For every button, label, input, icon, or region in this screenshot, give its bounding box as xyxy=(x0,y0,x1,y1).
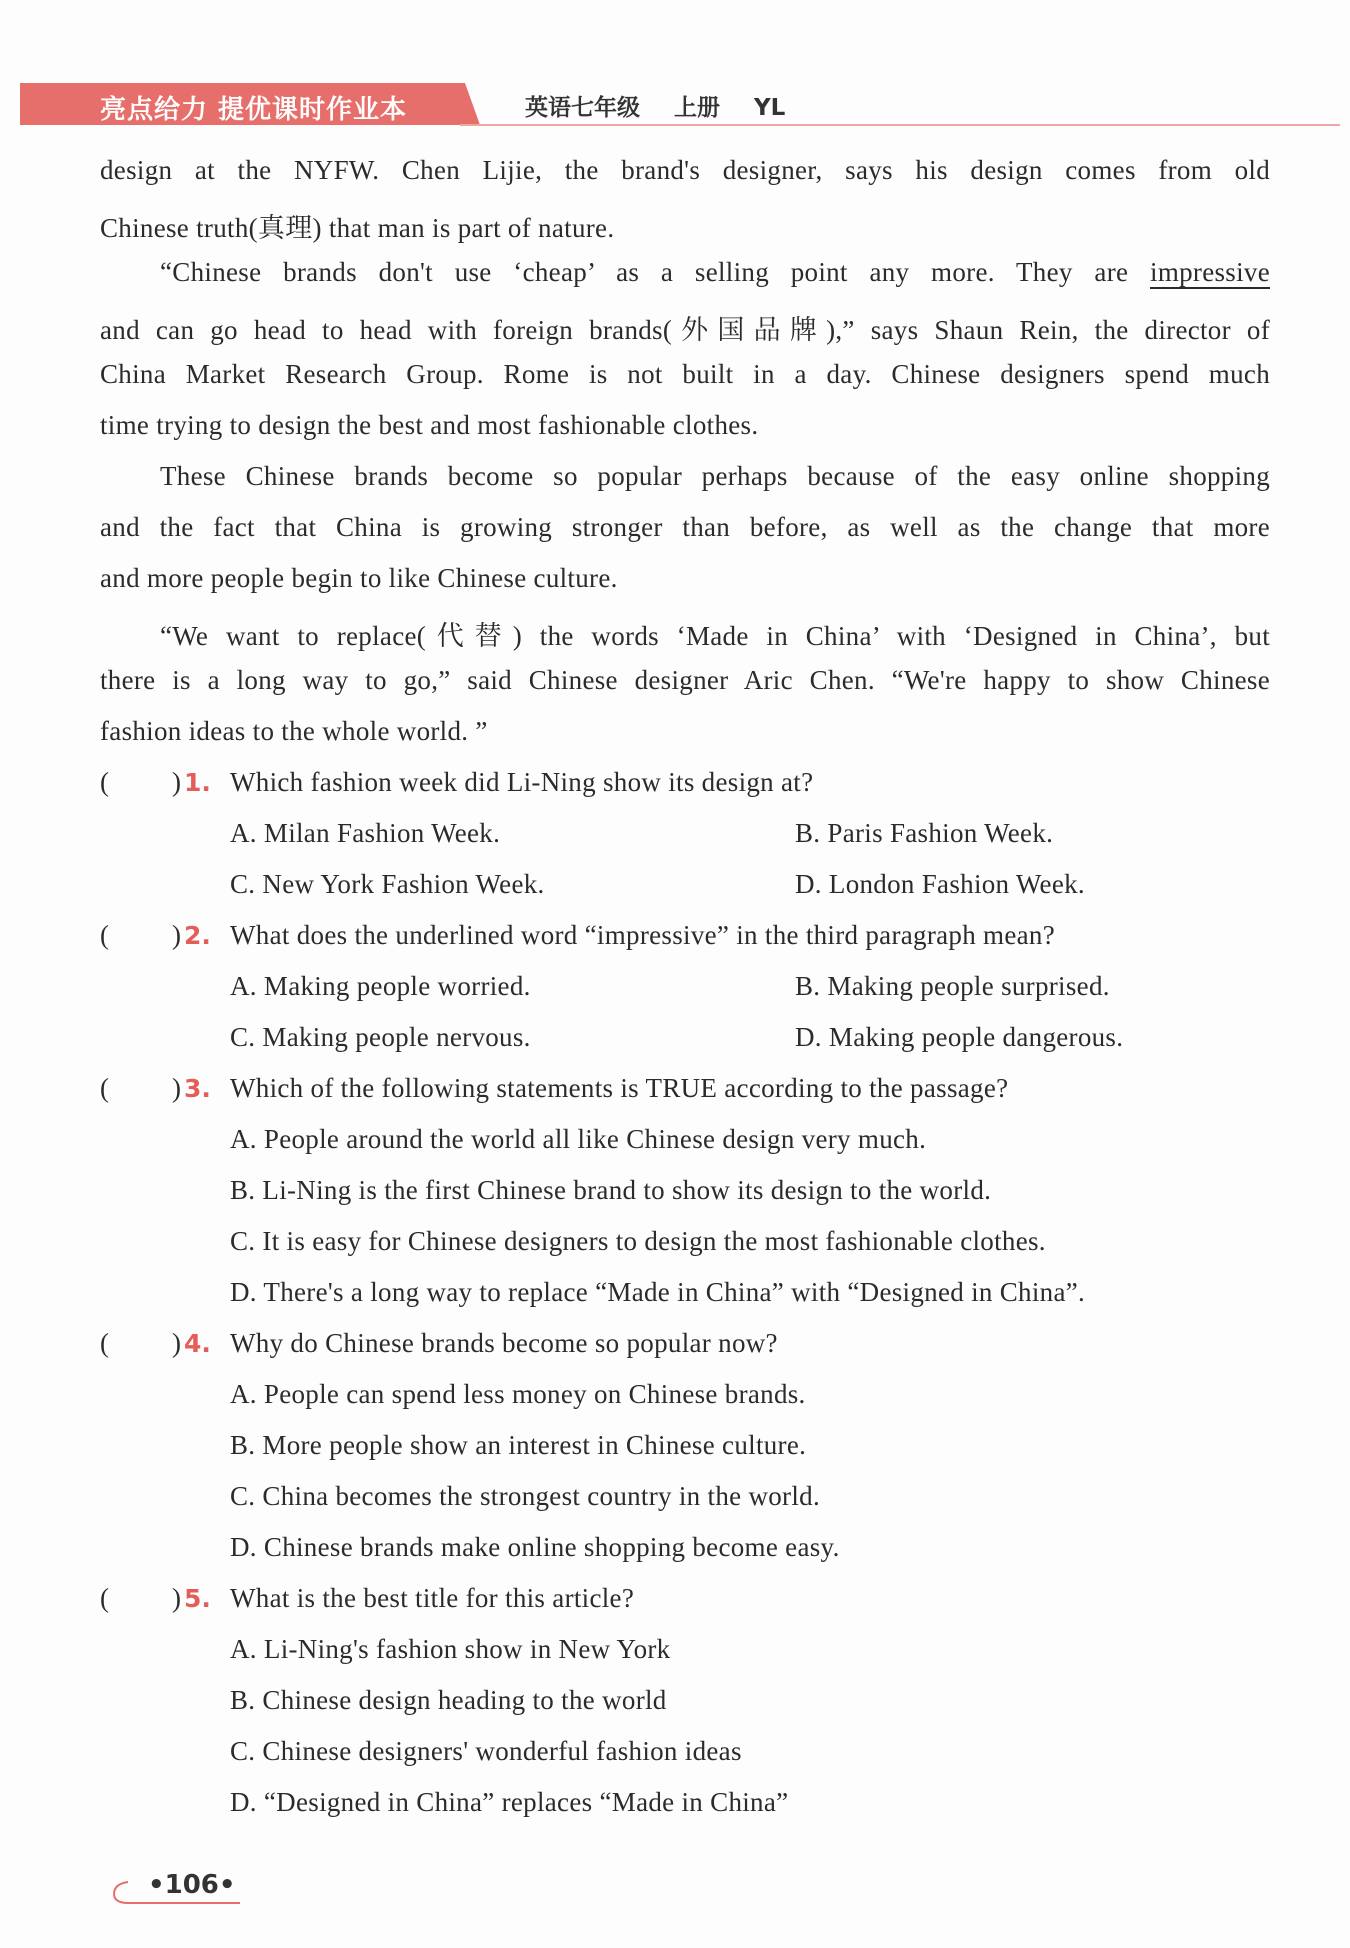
question-text: Which of the following statements is TRUE according to the passage? xyxy=(230,1073,1009,1103)
answer-blank-open[interactable]: ( xyxy=(100,1328,109,1358)
question-text: What is the best title for this article? xyxy=(230,1583,635,1613)
question-number: 3. xyxy=(184,1074,211,1103)
passage-line xyxy=(100,257,1270,288)
option-c: C. Making people nervous. xyxy=(230,1022,531,1052)
subject-grade: 英语七年级 xyxy=(525,95,640,121)
page-header xyxy=(20,80,1340,128)
header-rule xyxy=(460,124,1340,126)
passage-line: and can go head to head with foreign brands(外国品牌),” says Shaun Rein, the director of xyxy=(100,315,1270,345)
answer-blank-close: ) xyxy=(172,767,181,797)
answer-blank-open[interactable]: ( xyxy=(100,1583,109,1613)
passage-line: fashion ideas to the whole world. ” xyxy=(100,716,488,746)
passage-line: there is a long way to go,” said Chinese designer Aric Chen. “We're happy to show Chinese xyxy=(100,665,1270,695)
answer-blank-close: ) xyxy=(172,1073,181,1103)
answer-blank-close: ) xyxy=(172,920,181,950)
book-title: 亮点给力 提优课时作业本 xyxy=(100,95,408,125)
subject-volume: 上册 xyxy=(674,95,721,121)
passage-line: These Chinese brands become so popular perhaps because of the easy online shopping xyxy=(160,461,1270,491)
option-a: A. Making people worried. xyxy=(230,971,531,1001)
option-c: C. China becomes the strongest country in the world. xyxy=(230,1481,820,1511)
question-text: What does the underlined word “impressive” in the third paragraph mean? xyxy=(230,920,1056,950)
subject-info xyxy=(525,89,811,122)
passage-line: China Market Research Group. Rome is not built in a day. Chinese designers spend much xyxy=(100,359,1270,389)
subject-edition: YL xyxy=(754,95,786,121)
option-d: D. Chinese brands make online shopping become easy. xyxy=(230,1532,840,1562)
option-a: A. Li-Ning's fashion show in New York xyxy=(230,1634,671,1664)
passage-line: Chinese truth(真理) that man is part of nature. xyxy=(100,213,615,243)
page-number: •106• xyxy=(148,1870,236,1900)
option-a: A. People can spend less money on Chinese brands. xyxy=(230,1379,806,1409)
passage-line: “We want to replace(代替) the words ‘Made in China’ with ‘Designed in China’, but xyxy=(160,621,1270,651)
underlined-word: impressive xyxy=(1150,257,1270,287)
question-number: 4. xyxy=(184,1329,211,1358)
option-b: B. More people show an interest in Chinese culture. xyxy=(230,1430,807,1460)
question-text: Which fashion week did Li-Ning show its design at? xyxy=(230,767,814,797)
option-a: A. Milan Fashion Week. xyxy=(230,818,501,848)
passage-line: and more people begin to like Chinese culture. xyxy=(100,563,618,593)
option-b: B. Making people surprised. xyxy=(795,971,1110,1001)
answer-blank-open[interactable]: ( xyxy=(100,1073,109,1103)
option-d: D. “Designed in China” replaces “Made in China” xyxy=(230,1787,789,1817)
option-b: B. Chinese design heading to the world xyxy=(230,1685,667,1715)
option-d: D. There's a long way to replace “Made in China” with “Designed in China”. xyxy=(230,1277,1086,1307)
passage-text: “Chinese brands don't use ‘cheap’ as a selling point any more. They are xyxy=(160,257,1151,287)
answer-blank-open[interactable]: ( xyxy=(100,920,109,950)
question-text: Why do Chinese brands become so popular now? xyxy=(230,1328,778,1358)
option-b: B. Paris Fashion Week. xyxy=(795,818,1054,848)
question-number: 2. xyxy=(184,921,211,950)
passage-line: time trying to design the best and most fashionable clothes. xyxy=(100,410,759,440)
option-a: A. People around the world all like Chinese design very much. xyxy=(230,1124,927,1154)
option-d: D. Making people dangerous. xyxy=(795,1022,1124,1052)
option-c: C. New York Fashion Week. xyxy=(230,869,545,899)
option-b: B. Li-Ning is the first Chinese brand to show its design to the world. xyxy=(230,1175,992,1205)
passage-line: and the fact that China is growing stronger than before, as well as the change that more xyxy=(100,512,1270,542)
option-c: C. Chinese designers' wonderful fashion ideas xyxy=(230,1736,742,1766)
answer-blank-close: ) xyxy=(172,1583,181,1613)
option-d: D. London Fashion Week. xyxy=(795,869,1085,899)
passage-line: design at the NYFW. Chen Lijie, the brand's designer, says his design comes from old xyxy=(100,155,1270,185)
question-number: 1. xyxy=(184,768,211,797)
question-number: 5. xyxy=(184,1584,211,1613)
option-c: C. It is easy for Chinese designers to design the most fashionable clothes. xyxy=(230,1226,1046,1256)
answer-blank-open[interactable]: ( xyxy=(100,767,109,797)
answer-blank-close: ) xyxy=(172,1328,181,1358)
